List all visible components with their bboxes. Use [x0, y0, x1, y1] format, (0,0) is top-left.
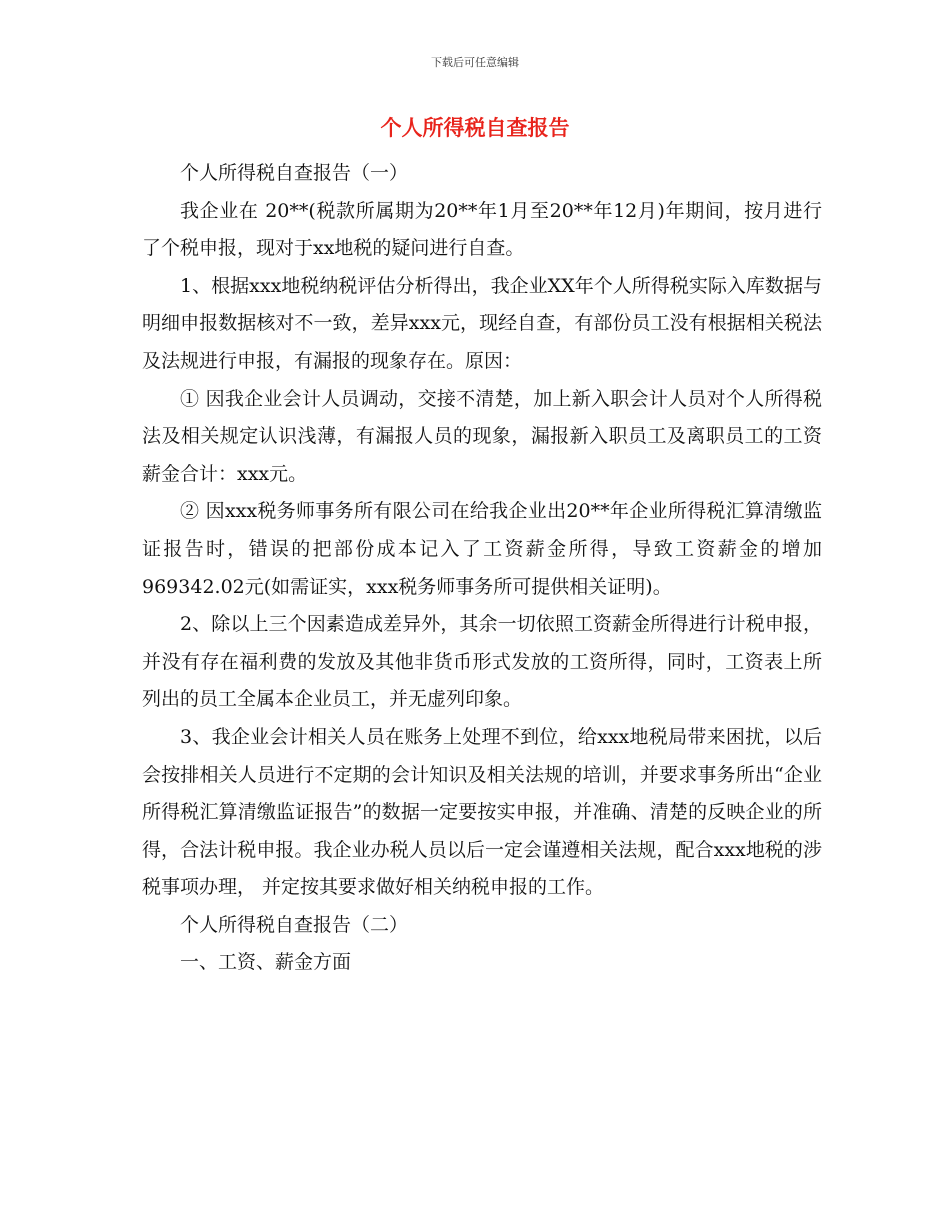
paragraph: 我企业在 20**(税款所属期为20**年1月至20**年12月)年期间，按月进行了个税申报，现对于xx地税的疑问进行自查。 [142, 199, 822, 260]
paragraph: 3、我企业会计相关人员在账务上处理不到位，给xxx地税局带来困扰，以后会按排相关人员进行不定期的会计知识及相关法规的培训，并要求事务所出“企业所得税汇算清缴监证报告”的数据一定要按实申报，并准确、清楚的反映企业的所得，合法计税申报。我企业办税人员以后一定会谨遵相关法规，配合xxx地税的涉税事项办理， 并定按其要求做好相关纳税申报的工作。 [142, 725, 822, 899]
header-note: 下载后可任意编辑 [431, 56, 519, 69]
paragraph: ② 因xxx税务师事务所有限公司在给我企业出20**年企业所得税汇算清缴监证报告时，错误的把部份成本记入了工资薪金所得，导致工资薪金的增加969342.02元(如需证实，xxx税务师事务所可提供相关证明)。 [142, 500, 822, 598]
paragraph: 1、根据xxx地税纳税评估分析得出，我企业XX年个人所得税实际入库数据与明细申报数据核对不一致，差异xxx元，现经自查，有部份员工没有根据相关税法及法规进行申报，有漏报的现象存在。原因： [142, 274, 822, 372]
subsection-heading: 一、工资、薪金方面 [180, 951, 352, 974]
section-heading: 个人所得税自查报告（二） [180, 913, 409, 936]
paragraph: ① 因我企业会计人员调动，交接不清楚，加上新入职会计人员对个人所得税法及相关规定认识浅薄，有漏报人员的现象，漏报新入职员工及离职员工的工资薪金合计：xxx元。 [142, 387, 822, 485]
document-body [142, 155, 822, 982]
section-heading: 个人所得税自查报告（一） [180, 162, 409, 184]
paragraph: 2、除以上三个因素造成差异外，其余一切依照工资薪金所得进行计税申报，并没有存在福利费的发放及其他非货币形式发放的工资所得，同时，工资表上所列出的员工全属本企业员工，并无虚列印象。 [142, 613, 822, 711]
document-title: 个人所得税自查报告 [380, 116, 570, 140]
